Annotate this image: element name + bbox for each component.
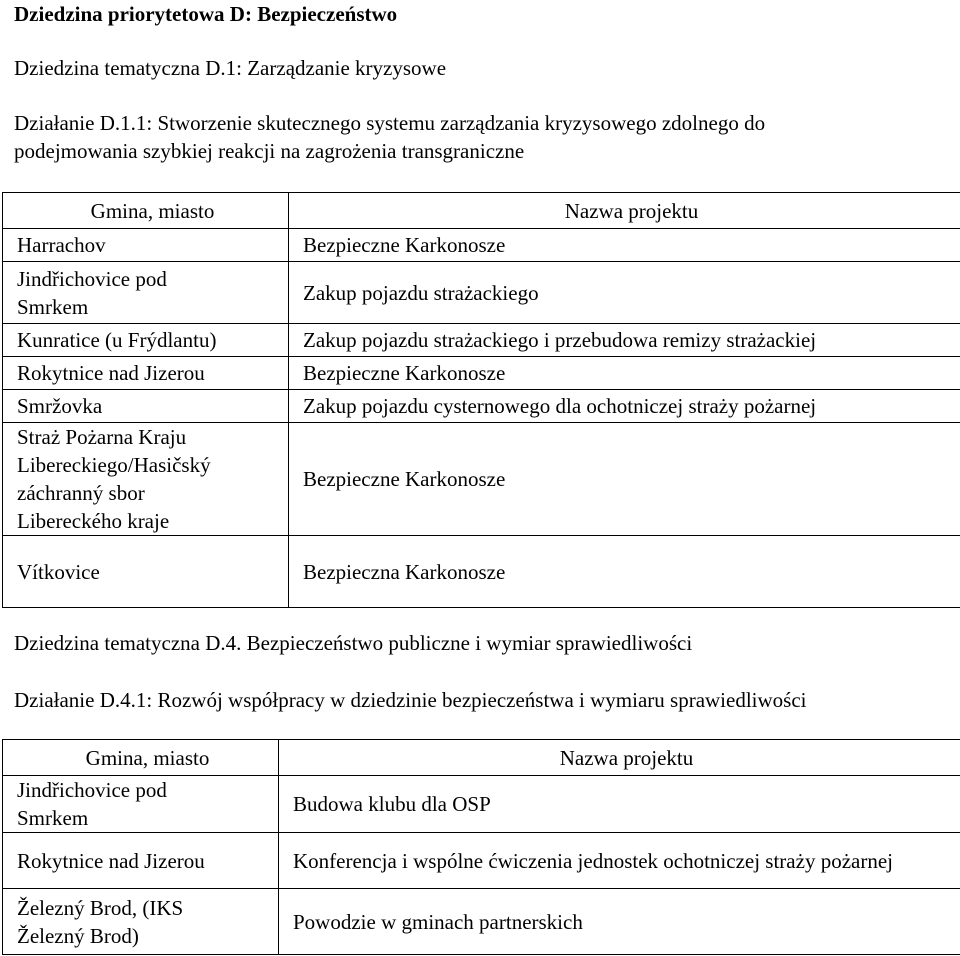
priority-title: Dziedzina priorytetowa D: Bezpieczeństwo xyxy=(14,2,398,26)
table-row xyxy=(3,262,960,324)
projects-table-d4 xyxy=(2,739,960,955)
project-cell: Budowa klubu dla OSP xyxy=(279,776,960,833)
project-cell: Konferencja i wspólne ćwiczenia jednostek ochotniczej straży pożarnej xyxy=(279,833,960,889)
projects-table-d1 xyxy=(2,192,960,608)
table-header-row xyxy=(3,193,960,229)
table-row xyxy=(3,833,960,889)
city-cell: Harrachov xyxy=(3,229,289,262)
city-cell: Rokytnice nad Jizerou xyxy=(3,833,279,889)
action-d41-heading: Działanie D.4.1: Rozwój współpracy w dziedzinie bezpieczeństwa i wymiaru sprawiedliwości xyxy=(14,688,807,712)
project-cell: Zakup pojazdu strażackiego xyxy=(289,262,960,324)
project-cell: Bezpieczne Karkonosze xyxy=(289,423,960,536)
city-cell: Jindřichovice pod Smrkem xyxy=(3,262,289,324)
domain-d1-heading: Dziedzina tematyczna D.1: Zarządzanie kryzysowe xyxy=(14,56,447,80)
action-d11-line2: podejmowania szybkiej reakcji na zagrożenia transgraniczne xyxy=(14,139,525,163)
column-header-city: Gmina, miasto xyxy=(3,740,279,776)
table-row xyxy=(3,536,960,608)
table-row xyxy=(3,324,960,357)
city-cell: Smržovka xyxy=(3,390,289,423)
project-cell: Bezpieczne Karkonosze xyxy=(289,229,960,262)
column-header-project: Nazwa projektu xyxy=(279,740,960,776)
domain-d4-heading: Dziedzina tematyczna D.4. Bezpieczeństwo publiczne i wymiar sprawiedliwości xyxy=(14,631,693,655)
table-row xyxy=(3,423,960,536)
city-cell: Jindřichovice pod Smrkem xyxy=(3,776,279,833)
table-row xyxy=(3,776,960,833)
column-header-city: Gmina, miasto xyxy=(3,193,289,229)
project-cell: Powodzie w gminach partnerskich xyxy=(279,889,960,955)
action-d11-line1: Działanie D.1.1: Stworzenie skutecznego systemu zarządzania kryzysowego zdolnego do xyxy=(14,111,766,135)
project-cell: Bezpieczne Karkonosze xyxy=(289,357,960,390)
project-cell: Zakup pojazdu cysternowego dla ochotniczej straży pożarnej xyxy=(289,390,960,423)
table-row xyxy=(3,229,960,262)
project-cell: Bezpieczna Karkonosze xyxy=(289,536,960,608)
city-cell: Vítkovice xyxy=(3,536,289,608)
table-row xyxy=(3,889,960,955)
table-row xyxy=(3,390,960,423)
city-cell: Kunratice (u Frýdlantu) xyxy=(3,324,289,357)
column-header-project: Nazwa projektu xyxy=(289,193,960,229)
city-cell: Straż Pożarna Kraju Libereckiego/Hasičský záchranný sbor Libereckého kraje xyxy=(3,423,289,536)
city-cell: Rokytnice nad Jizerou xyxy=(3,357,289,390)
project-cell: Zakup pojazdu strażackiego i przebudowa remizy strażackiej xyxy=(289,324,960,357)
city-cell: Železný Brod, (IKS Železný Brod) xyxy=(3,889,279,955)
table-row xyxy=(3,357,960,390)
table-header-row xyxy=(3,740,960,776)
